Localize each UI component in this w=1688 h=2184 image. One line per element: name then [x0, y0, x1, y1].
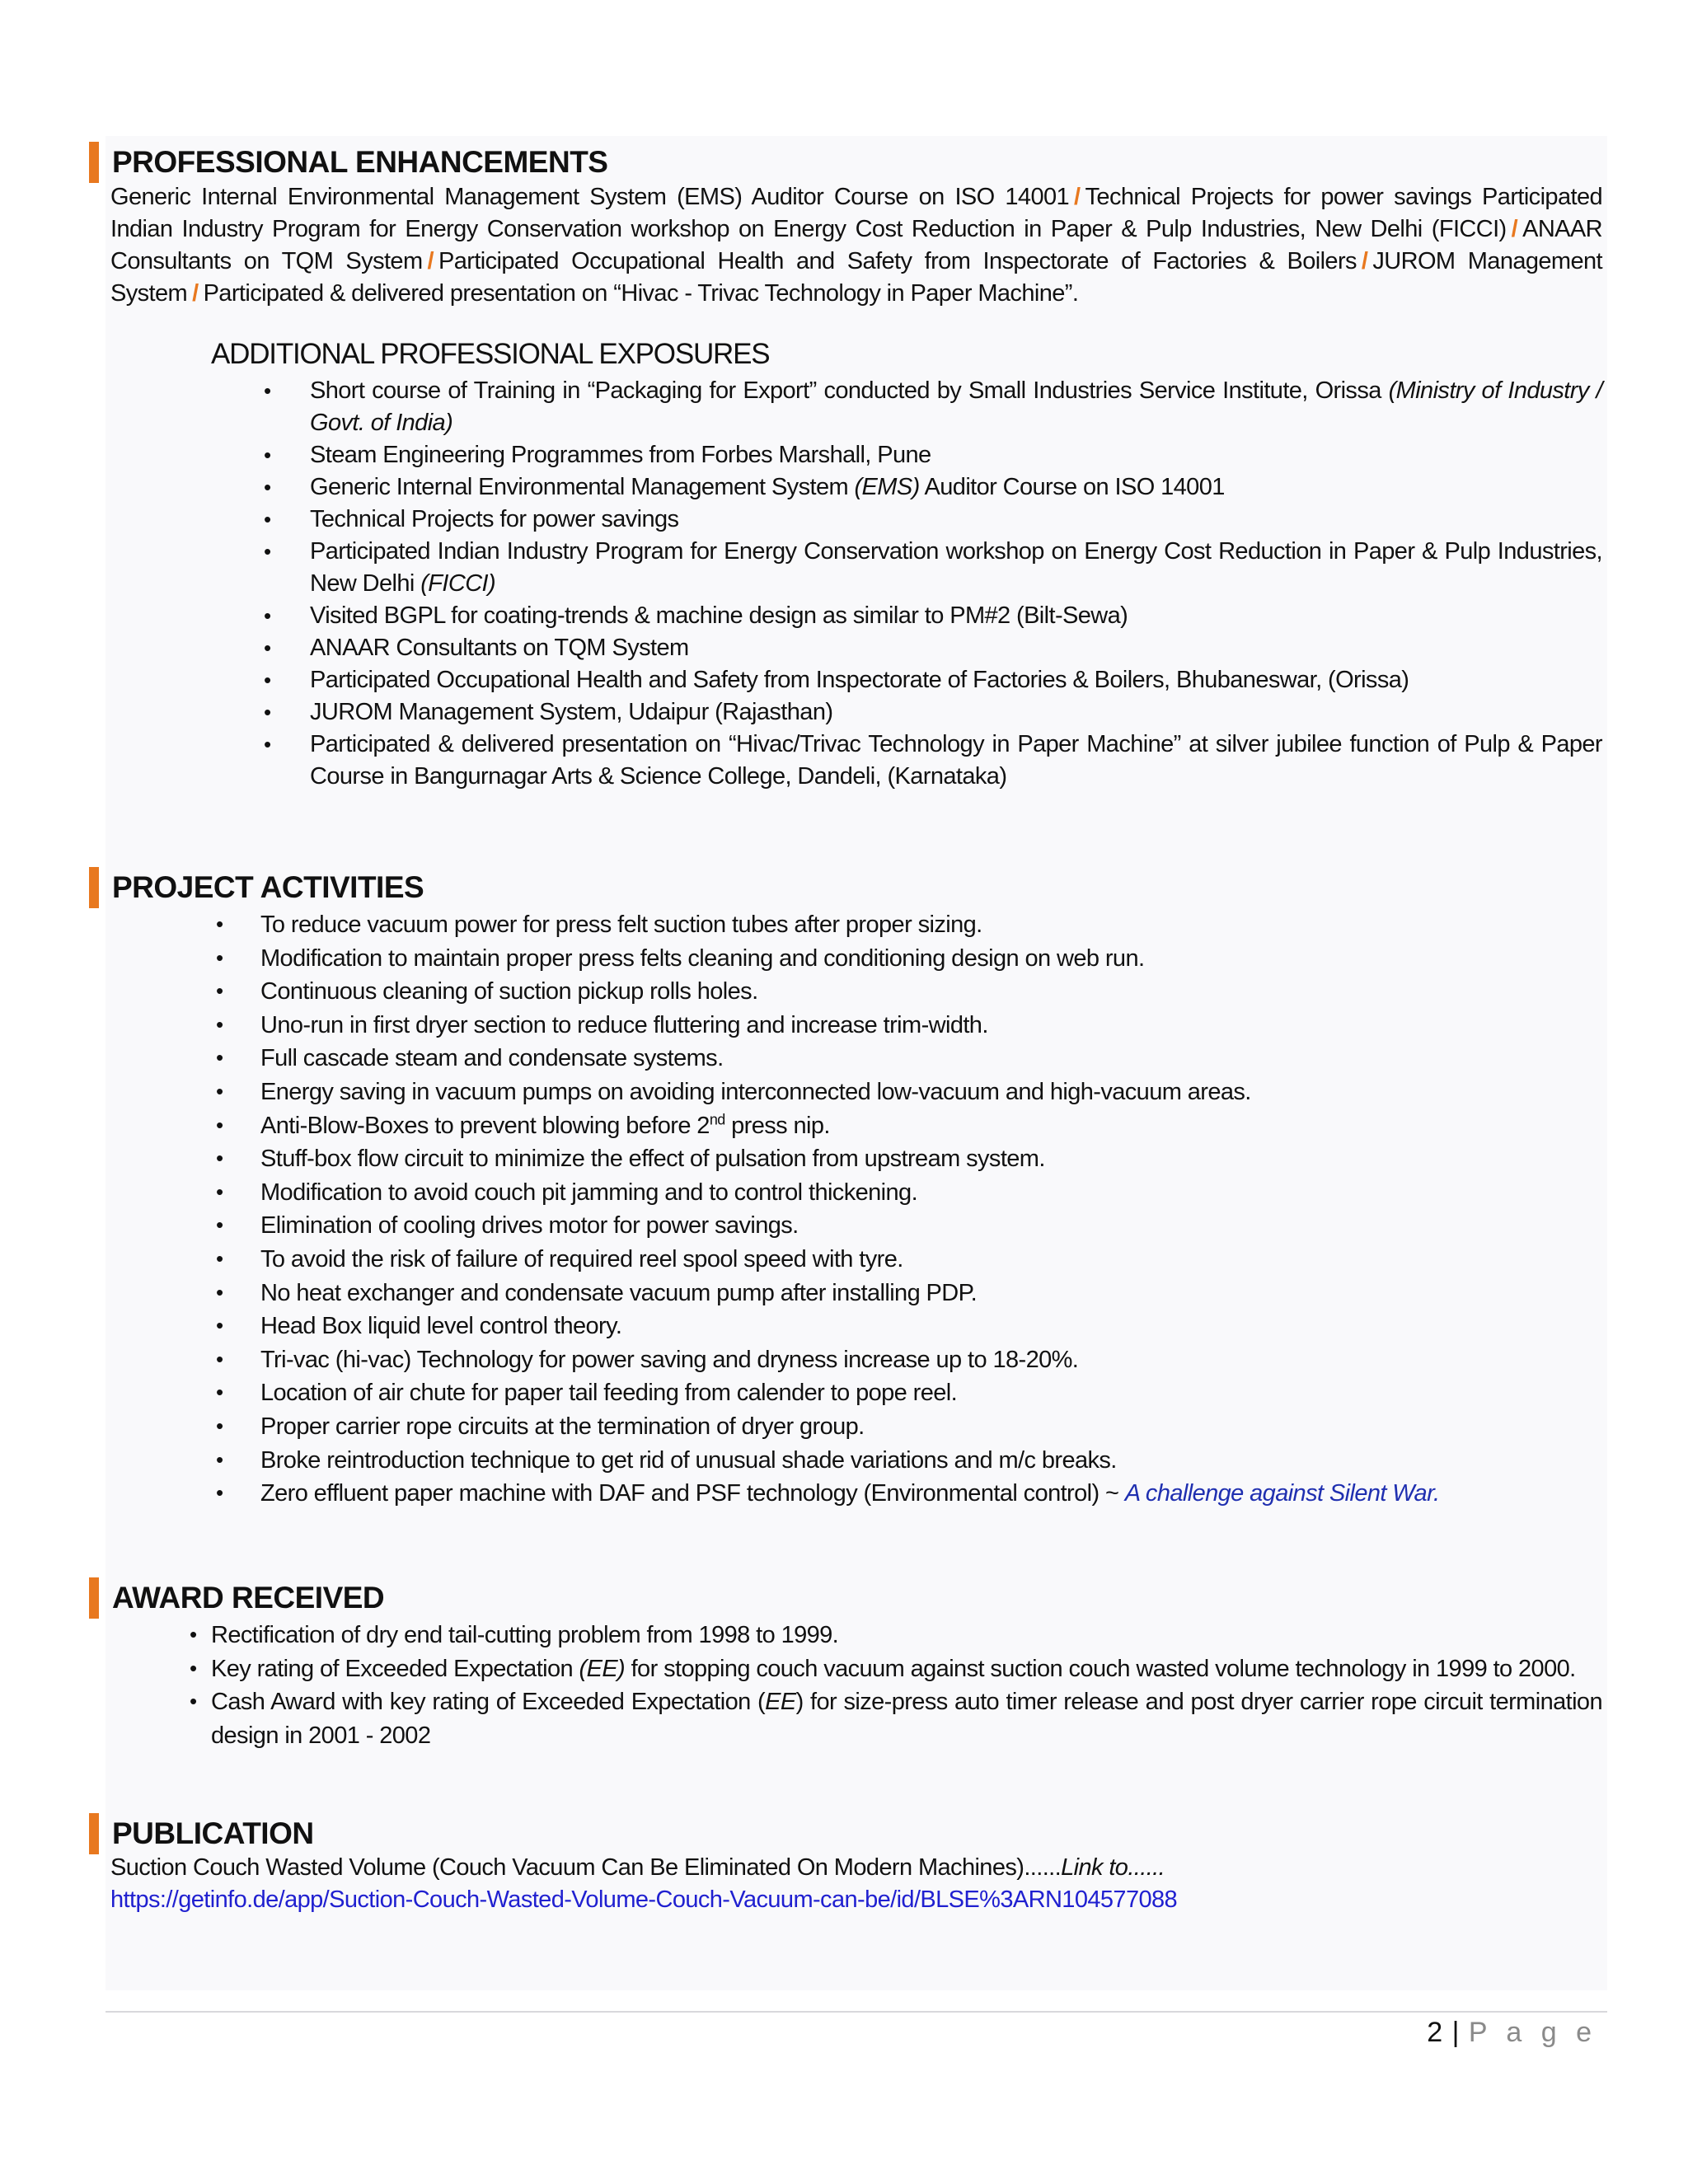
- exposure-item: [264, 696, 1602, 729]
- bullet-icon: •: [216, 1480, 223, 1506]
- exposure-item: [264, 504, 1602, 536]
- bullet-icon: •: [264, 378, 271, 403]
- activity-text: Full cascade steam and condensate systems.: [260, 1045, 724, 1072]
- exposure-text-after: Auditor Course on ISO 14001: [919, 474, 1225, 500]
- bullet-icon: •: [216, 1313, 223, 1338]
- additional-exposures-list: [264, 375, 1602, 793]
- separator: /: [1361, 248, 1368, 274]
- bullet-icon: •: [216, 1446, 223, 1472]
- exposure-text: Generic Internal Environmental Management System: [310, 474, 855, 500]
- activity-text: Stuff-box flow circuit to minimize the effect of pulsation from upstream system.: [260, 1146, 1045, 1173]
- section-header-publication: [89, 1813, 314, 1854]
- activity-text: Uno-run in first dryer section to reduce fluttering and increase trim-width.: [260, 1011, 988, 1038]
- bullet-icon: •: [216, 1146, 223, 1171]
- activity-text: Head Box liquid level control theory.: [260, 1313, 622, 1340]
- activity-item: [216, 1310, 1602, 1343]
- activity-item: [216, 1176, 1602, 1210]
- activity-item: [216, 1477, 1602, 1511]
- bullet-icon: •: [264, 668, 271, 692]
- award-item: [190, 1652, 1602, 1686]
- bullet-icon: •: [216, 1346, 223, 1371]
- exposure-italic: (Ministry of Industry / Govt. of India): [310, 377, 1602, 436]
- publication-title: Suction Couch Wasted Volume (Couch Vacuum Can Be Eliminated On Modern Machines)......: [110, 1854, 1062, 1881]
- section-title: AWARD RECEIVED: [112, 1581, 385, 1615]
- publication-link-label: Link to......: [1061, 1854, 1165, 1881]
- bullet-icon: •: [216, 1380, 223, 1405]
- section-header-project-activities: [89, 867, 424, 908]
- enhancement-6: Participated & delivered presentation on “Hivac - Trivac Technology in Paper Machine”.: [203, 280, 1079, 307]
- activity-item: [216, 975, 1602, 1009]
- activity-item: [216, 1410, 1602, 1444]
- section-header-award-received: [89, 1577, 384, 1619]
- award-text-after: ) for size-press auto timer release and post dryer carrier rope circuit termination design in 2001 - 2002: [211, 1689, 1602, 1749]
- activity-text: Energy saving in vacuum pumps on avoiding interconnected low-vacuum and high-vacuum areas.: [260, 1078, 1251, 1105]
- professional-enhancements-paragraph: [110, 181, 1602, 310]
- activity-italic-note: A challenge against Silent War.: [1124, 1480, 1440, 1507]
- activity-text: Proper carrier rope circuits at the termination of dryer group.: [260, 1413, 865, 1440]
- exposure-text: Participated Indian Industry Program for Energy Conservation workshop on Energy Cost Reduction in Paper & Pulp Industries, New Delhi: [310, 538, 1602, 597]
- exposure-item: [264, 632, 1602, 664]
- exposure-item: [264, 439, 1602, 471]
- enhancement-3: ANAAR Consultants on TQM System: [110, 216, 1602, 274]
- activity-text: Elimination of cooling drives motor for power savings.: [260, 1212, 799, 1240]
- bullet-icon: •: [264, 603, 271, 628]
- bullet-icon: •: [216, 978, 223, 1004]
- bullet-icon: •: [190, 1655, 197, 1680]
- exposure-item: [264, 536, 1602, 600]
- bullet-icon: •: [216, 1112, 223, 1137]
- additional-exposures-title: ADDITIONAL PROFESSIONAL EXPOSURES: [211, 338, 770, 370]
- separator: /: [1511, 216, 1518, 242]
- section-accent-bar: [89, 867, 99, 908]
- award-text: Cash Award with key rating of Exceeded Expectation (: [211, 1689, 766, 1716]
- activity-text: Location of air chute for paper tail feeding from calender to pope reel.: [260, 1380, 958, 1407]
- bullet-icon: •: [216, 1078, 223, 1104]
- bullet-icon: •: [264, 443, 271, 467]
- exposure-italic: (FICCI): [420, 570, 496, 597]
- exposure-italic: (EMS): [854, 474, 920, 500]
- enhancement-4: Participated Occupational Health and Safety from Inspectorate of Factories & Boilers: [438, 248, 1357, 274]
- section-title: PROFESSIONAL ENHANCEMENTS: [112, 145, 608, 179]
- award-italic: (EE): [579, 1655, 626, 1682]
- footer-divider: [106, 2011, 1607, 2013]
- bullet-icon: •: [216, 944, 223, 970]
- bullet-icon: •: [216, 1245, 223, 1271]
- bullet-icon: •: [264, 539, 271, 564]
- bullet-icon: •: [216, 1279, 223, 1305]
- section-title: PUBLICATION: [112, 1816, 314, 1850]
- publication-entry: [110, 1852, 1602, 1916]
- bullet-icon: •: [216, 1179, 223, 1204]
- exposure-text: Participated & delivered presentation on “Hivac/Trivac Technology in Paper Machine” at silver jubilee function of Pulp & Paper Course in Bangurnagar Arts & Science College, Dandeli, (Karnataka): [310, 731, 1602, 790]
- award-text: Key rating of Exceeded Expectation: [211, 1655, 579, 1682]
- separator: /: [427, 248, 434, 274]
- bullet-icon: •: [190, 1622, 197, 1647]
- section-title: PROJECT ACTIVITIES: [112, 870, 424, 904]
- bullet-icon: •: [216, 912, 223, 936]
- exposure-text: JUROM Management System, Udaipur (Rajasthan): [310, 699, 833, 725]
- page-number: [1427, 2017, 1597, 2049]
- activity-item: [216, 1243, 1602, 1277]
- award-list: [190, 1619, 1602, 1752]
- bullet-icon: •: [216, 1212, 223, 1238]
- bullet-icon: •: [190, 1689, 197, 1714]
- activity-item: [216, 1142, 1602, 1176]
- award-text-after: for stopping couch vacuum against suction couch wasted volume technology in 1999 to 2000.: [625, 1655, 1576, 1682]
- bullet-icon: •: [264, 635, 271, 660]
- activity-text: To reduce vacuum power for press felt suction tubes after proper sizing.: [260, 912, 982, 938]
- exposure-item: [264, 375, 1602, 439]
- bullet-icon: •: [264, 475, 271, 499]
- exposure-item: [264, 600, 1602, 632]
- activity-item: [216, 1376, 1602, 1410]
- separator: /: [1074, 184, 1081, 210]
- exposure-item: [264, 664, 1602, 696]
- exposure-text: Technical Projects for power savings: [310, 506, 679, 532]
- activity-item: [216, 1343, 1602, 1377]
- activity-item: [216, 1209, 1602, 1243]
- separator: /: [192, 280, 199, 307]
- enhancement-2: Technical Projects for power savings Participated Indian Industry Program for Energy Conservation workshop on Energy Cost Reduction in Paper & Pulp Industries, New Delhi (FICCI): [110, 184, 1602, 242]
- activity-item: [216, 1444, 1602, 1478]
- activity-text: Continuous cleaning of suction pickup rolls holes.: [260, 978, 758, 1005]
- exposure-text: ANAAR Consultants on TQM System: [310, 635, 689, 661]
- section-accent-bar: [89, 1813, 99, 1854]
- enhancement-5: JUROM Management System: [110, 248, 1603, 307]
- exposure-item: [264, 729, 1602, 793]
- section-accent-bar: [89, 1577, 99, 1619]
- superscript-ordinal: nd: [709, 1110, 725, 1127]
- page-number-divider: |: [1451, 2017, 1461, 2048]
- activity-item: [216, 1277, 1602, 1310]
- bullet-icon: •: [216, 1413, 223, 1438]
- activity-text: Anti-Blow-Boxes to prevent blowing before 2nd press nip.: [260, 1110, 830, 1139]
- bullet-icon: •: [216, 1045, 223, 1071]
- exposure-item: [264, 471, 1602, 504]
- activity-text: To avoid the risk of failure of required reel spool speed with tyre.: [260, 1245, 903, 1272]
- activity-text: Zero effluent paper machine with DAF and PSF technology (Environmental control) ~: [260, 1480, 1125, 1507]
- activity-item: [216, 1109, 1602, 1143]
- activity-item: [216, 1042, 1602, 1076]
- activity-text: No heat exchanger and condensate vacuum pump after installing PDP.: [260, 1279, 978, 1306]
- activity-item: [216, 1009, 1602, 1043]
- activity-item: [216, 942, 1602, 976]
- page-word: P a g e: [1468, 2017, 1597, 2048]
- activity-item: [216, 1076, 1602, 1109]
- section-accent-bar: [89, 142, 99, 183]
- exposure-text: Short course of Training in “Packaging for Export” conducted by Small Industries Service Institute, Orissa: [310, 377, 1389, 404]
- award-italic: EE: [765, 1689, 796, 1716]
- exposure-text: Participated Occupational Health and Safety from Inspectorate of Factories & Boilers, Bhubaneswar, (Orissa): [310, 667, 1409, 693]
- activity-text: Modification to maintain proper press felts cleaning and conditioning design on web run.: [260, 944, 1145, 972]
- bullet-icon: •: [216, 1011, 223, 1037]
- award-item: [190, 1619, 1602, 1652]
- page-number-value: 2: [1427, 2017, 1444, 2048]
- bullet-icon: •: [264, 700, 271, 724]
- bullet-icon: •: [264, 732, 271, 757]
- exposure-text: Visited BGPL for coating-trends & machine design as similar to PM#2 (Bilt-Sewa): [310, 602, 1128, 629]
- award-text: Rectification of dry end tail-cutting problem from 1998 to 1999.: [211, 1622, 839, 1648]
- enhancement-1: Generic Internal Environmental Management System (EMS) Auditor Course on ISO 14001: [110, 184, 1070, 210]
- section-header-professional-enhancements: [89, 142, 608, 183]
- bullet-icon: •: [264, 507, 271, 532]
- activity-text: Broke reintroduction technique to get rid of unusual shade variations and m/c breaks.: [260, 1446, 1117, 1474]
- activity-text: Tri-vac (hi-vac) Technology for power saving and dryness increase up to 18-20%.: [260, 1346, 1079, 1373]
- activity-text: Modification to avoid couch pit jamming and to control thickening.: [260, 1179, 918, 1206]
- project-activities-list: [216, 908, 1602, 1511]
- award-item: [190, 1685, 1602, 1752]
- activity-item: [216, 908, 1602, 942]
- exposure-text: Steam Engineering Programmes from Forbes Marshall, Pune: [310, 442, 931, 468]
- publication-url-link[interactable]: https://getinfo.de/app/Suction-Couch-Wasted-Volume-Couch-Vacuum-can-be/id/BLSE%3ARN104577088: [110, 1886, 1178, 1913]
